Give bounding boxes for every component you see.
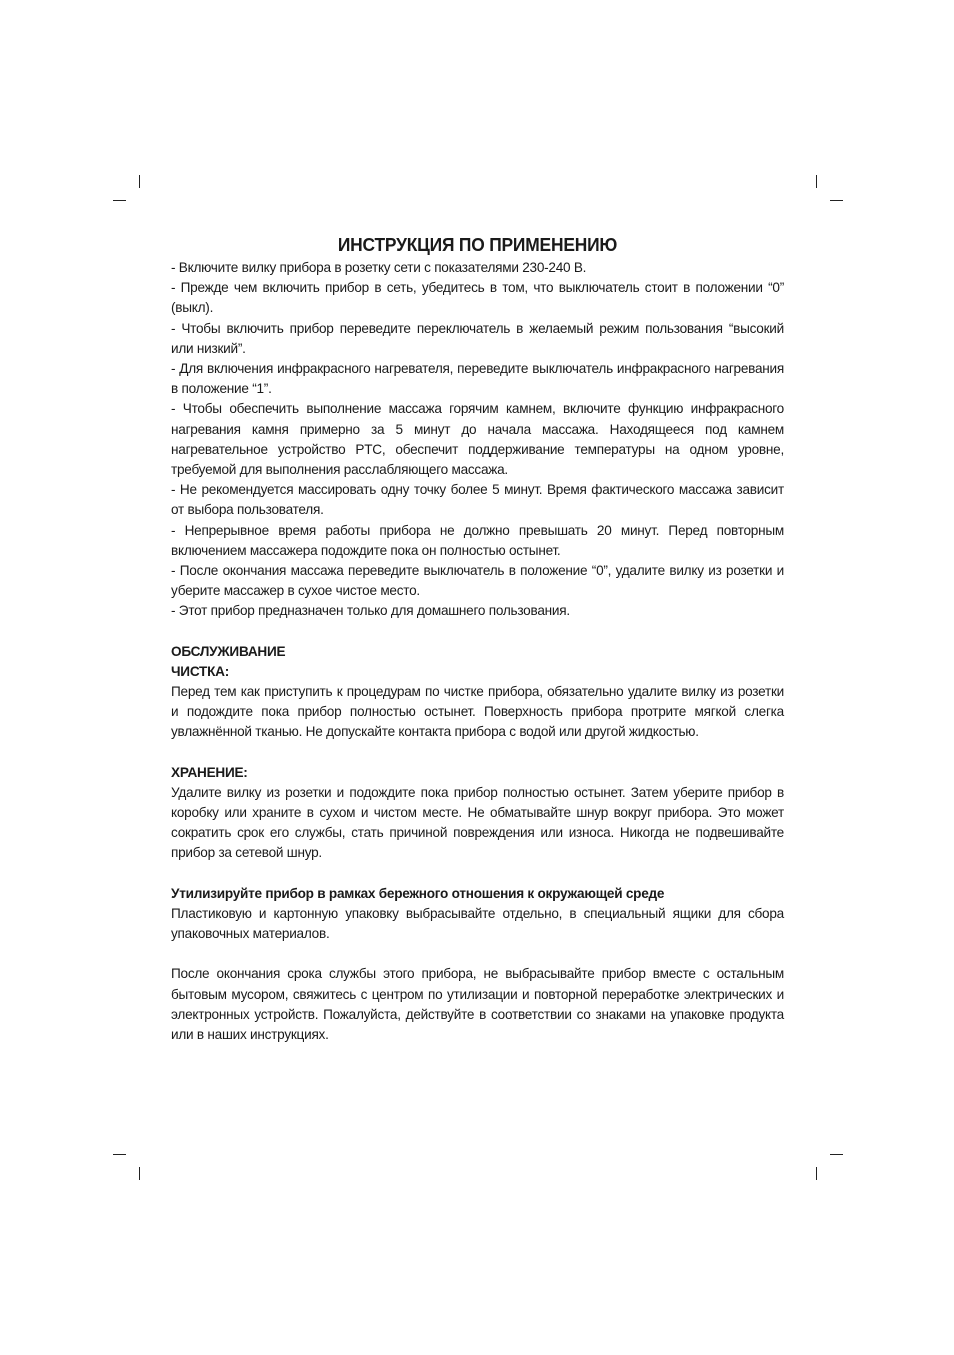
instruction-item: - Этот прибор предназначен только для домашнего пользования.	[171, 603, 570, 619]
instruction-item: - Чтобы включить прибор переведите переключатель в желаемый режим пользования “высокий или низкий”.	[171, 320, 784, 356]
instruction-item: - Чтобы обеспечить выполнение массажа горячим камнем, включите функцию инфракрасного нагревания камня примерно за 5 минут до начала массажа. Находящееся под камнем нагревательное устройство PTC, обеспечит поддерживание температуры на одном уровне, требуемой для выполнения расслабляющего массажа.	[171, 401, 784, 478]
disposal-heading: Утилизируйте прибор в рамках бережного отношения к окружающей среде	[171, 885, 665, 901]
instruction-item: - Для включения инфракрасного нагревателя, переведите выключатель инфракрасного нагревания в положение “1”.	[171, 361, 784, 397]
instruction-item: - После окончания массажа переведите выключатель в положение “0”, удалите вилку из розетки и уберите массажер в сухое чистое место.	[171, 563, 784, 599]
cleaning-heading: ЧИСТКА:	[171, 663, 229, 679]
crop-mark-bottom-right-horizontal	[830, 1154, 843, 1155]
crop-mark-bottom-left-vertical	[139, 1167, 140, 1180]
maintenance-heading: ОБСЛУЖИВАНИЕ	[171, 643, 286, 659]
instruction-item: - Не рекомендуется массировать одну точку более 5 минут. Время фактического массажа зависит от выбора пользователя.	[171, 482, 784, 518]
instruction-item: - Непрерывное время работы прибора не должно превышать 20 минут. Перед повторным включением массажера подождите пока он полностью остынет.	[171, 522, 784, 558]
document-content	[171, 232, 784, 1045]
instruction-item: - Прежде чем включить прибор в сеть, убедитесь в том, что выключатель стоит в положении “0” (выкл).	[171, 280, 784, 316]
storage-heading: ХРАНЕНИЕ:	[171, 764, 248, 780]
instructions-list	[171, 258, 784, 622]
cleaning-text: Перед тем как приступить к процедурам по чистке прибора, обязательно удалите вилку из розетки и подождите пока прибор полностью остынет. Поверхность прибора протрите мягкой слегка увлажнённой тканью. Не допускайте контакта прибора с водой или другой жидкостью.	[171, 684, 784, 740]
crop-mark-bottom-left-horizontal	[113, 1154, 126, 1155]
crop-mark-top-left-vertical	[139, 175, 140, 188]
disposal-section	[171, 884, 784, 1045]
crop-mark-top-right-horizontal	[830, 200, 843, 201]
crop-mark-top-left-horizontal	[113, 200, 126, 201]
device-disposal-text: После окончания срока службы этого прибора, не выбрасывайте прибор вместе с остальным бытовым мусором, свяжитесь с центром по утилизации и повторной переработке электрических и электронных устройств. Пожалуйста, действуйте в соответствии со знаками на упаковке продукта или в наших инструкциях.	[171, 966, 784, 1042]
maintenance-section	[171, 642, 784, 864]
crop-mark-top-right-vertical	[816, 175, 817, 188]
storage-text: Удалите вилку из розетки и подождите пока прибор полностью остынет. Затем уберите прибор в коробку или храните в сухом и чистом месте. Не обматывайте шнур вокруг прибора. Это может сократить срок его службы, стать причиной повреждения или износа. Никогда не подвешивайте прибор за сетевой шнур.	[171, 784, 784, 861]
crop-mark-bottom-right-vertical	[816, 1167, 817, 1180]
page-title: ИНСТРУКЦИЯ ПО ПРИМЕНЕНИЮ	[337, 234, 618, 255]
packaging-text: Пластиковую и картонную упаковку выбрасывайте отдельно, в специальный ящики для сбора упаковочных материалов.	[171, 905, 784, 942]
instruction-item: - Включите вилку прибора в розетку сети с показателями 230-240 В.	[171, 260, 587, 275]
